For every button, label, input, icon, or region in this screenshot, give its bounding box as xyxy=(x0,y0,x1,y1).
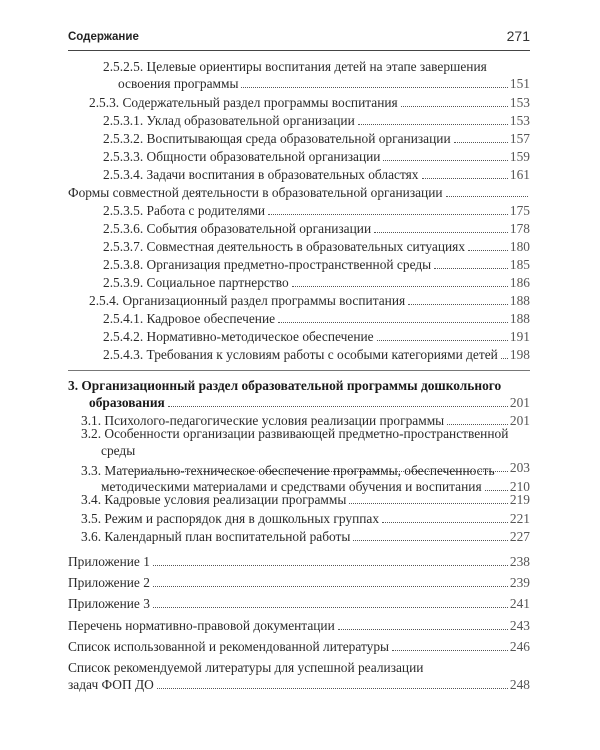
toc-page-number: 238 xyxy=(509,554,530,569)
toc-entry-text: 2.5.3. Содержательный раздел программы воспитания xyxy=(89,95,398,110)
toc-entry-text: Перечень нормативно-правовой документации xyxy=(68,618,335,633)
toc-entry[interactable] xyxy=(103,220,530,237)
toc-entry[interactable] xyxy=(103,346,530,363)
toc-page-number: 175 xyxy=(509,203,530,218)
toc-page-number: 198 xyxy=(509,347,530,362)
dot-leader xyxy=(501,357,508,359)
toc-entry-text: Приложение 1 xyxy=(68,554,150,569)
toc-page-number: 219 xyxy=(509,492,530,507)
dot-leader xyxy=(349,502,508,504)
toc-page-number: 178 xyxy=(509,221,530,236)
toc-page-number: 241 xyxy=(509,596,530,611)
toc-entry[interactable] xyxy=(103,238,530,255)
toc-entry[interactable] xyxy=(68,184,530,201)
dot-leader xyxy=(153,606,508,608)
dot-leader xyxy=(157,687,508,689)
toc-entry-text: 2.5.3.6. События образовательной организации xyxy=(103,221,372,236)
toc-entry[interactable] xyxy=(68,595,530,612)
toc-page-number: 239 xyxy=(509,575,530,590)
toc-entry[interactable] xyxy=(68,676,530,693)
toc-page-number: 201 xyxy=(509,395,530,410)
toc-page-number: 180 xyxy=(509,239,530,254)
dot-leader xyxy=(168,405,508,407)
toc-page-number: 201 xyxy=(509,413,530,428)
dot-leader xyxy=(434,267,508,269)
toc-entry-text: задач ФОП ДО xyxy=(68,677,154,692)
toc-entry-text: 3.6. Календарный план воспитательной работы xyxy=(81,529,351,544)
dot-leader xyxy=(353,539,508,541)
dot-leader xyxy=(383,159,507,161)
dot-leader xyxy=(454,141,508,143)
toc-entry-text: Список рекомендуемой литературы для успешной реализации xyxy=(68,660,424,675)
toc-entry[interactable] xyxy=(103,310,530,327)
toc-entry[interactable] xyxy=(89,292,530,309)
toc-entry-text: 2.5.3.5. Работа с родителями xyxy=(103,203,266,218)
toc-entry-text: 2.5.3.2. Воспитывающая среда образовательной организации xyxy=(103,131,451,146)
toc-section-entry[interactable] xyxy=(89,394,530,411)
toc-entry-text: 2.5.3.1. Уклад образовательной организации xyxy=(103,113,355,128)
toc-entry-text: Формы совместной деятельности в образовательной организации xyxy=(68,185,443,200)
toc-entry[interactable] xyxy=(103,328,530,345)
toc-entry-text: Список использованной и рекомендованной литературы xyxy=(68,639,390,654)
toc-page-number: 153 xyxy=(509,95,530,110)
toc-entry-text: среды xyxy=(101,443,136,458)
toc-page-number: 153 xyxy=(509,113,530,128)
toc-entry[interactable] xyxy=(103,274,530,291)
dot-leader xyxy=(338,628,508,630)
toc-entry-text: 3.4. Кадровые условия реализации программы xyxy=(81,492,347,507)
toc-entry-text: Приложение 3 xyxy=(68,596,150,611)
toc-page-number: 210 xyxy=(509,479,530,494)
toc-page-number: 203 xyxy=(509,460,530,475)
toc-page-number: 248 xyxy=(509,677,530,692)
toc-entry[interactable] xyxy=(103,148,530,165)
toc-page-number: 185 xyxy=(509,257,530,272)
toc-entry[interactable] xyxy=(103,256,530,273)
toc-entry[interactable] xyxy=(81,491,530,508)
toc-entry[interactable] xyxy=(103,112,530,129)
toc-entry-text: 2.5.4.1. Кадровое обеспечение xyxy=(103,311,276,326)
toc-page-number: 227 xyxy=(509,529,530,544)
toc-entry[interactable] xyxy=(68,574,530,591)
dot-leader xyxy=(377,339,508,341)
toc-entry-text: методическими материалами и средствами обучения и воспитания xyxy=(101,479,482,494)
toc-entry[interactable] xyxy=(68,638,530,655)
toc-page-number: 243 xyxy=(509,618,530,633)
toc-entry-text: 3.3. Материально-техническое обеспечение программы, обеспеченность xyxy=(81,463,495,478)
toc-entry-text: 2.5.4.3. Требования к условиям работы с особыми категориями детей xyxy=(103,347,498,362)
toc-entry-text: 2.5.3.4. Задачи воспитания в образовательных областях xyxy=(103,167,419,182)
toc-entry[interactable] xyxy=(68,617,530,634)
dot-leader xyxy=(374,231,508,233)
toc-page-number: 188 xyxy=(509,311,530,326)
toc-entry[interactable] xyxy=(103,130,530,147)
toc-entry-text: 2.5.3.8. Организация предметно-пространственной среды xyxy=(103,257,432,272)
toc-entry[interactable] xyxy=(103,202,530,219)
dot-leader xyxy=(401,105,508,107)
toc-section-title: 3. Организационный раздел образовательной программы дошкольного xyxy=(68,378,502,393)
toc-entry-text: 3.2. Особенности организации развивающей предметно-пространственной xyxy=(81,426,509,441)
dot-leader xyxy=(153,564,508,566)
dot-leader xyxy=(292,285,508,287)
dot-leader xyxy=(268,213,508,215)
toc-page-number: 188 xyxy=(509,293,530,308)
toc-entry-text: 2.5.3.9. Социальное партнерство xyxy=(103,275,289,290)
dot-leader xyxy=(153,585,508,587)
dot-leader xyxy=(468,249,508,251)
dot-leader xyxy=(358,123,508,125)
toc-page-number: 161 xyxy=(509,167,530,182)
toc-entry-text: 2.5.2.5. Целевые ориентиры воспитания детей на этапе завершения xyxy=(103,59,487,74)
dot-leader xyxy=(408,303,508,305)
toc-entry-text: 3.5. Режим и распорядок дня в дошкольных группах xyxy=(81,511,380,526)
toc-page-number: 221 xyxy=(509,511,530,526)
toc-entry[interactable] xyxy=(103,166,530,183)
toc-page-number: 157 xyxy=(509,131,530,146)
toc-section-title: образования xyxy=(89,395,165,410)
toc-entry-text: 2.5.3.7. Совместная деятельность в образовательных ситуациях xyxy=(103,239,466,254)
toc-entry-text: освоения программы xyxy=(118,76,239,91)
dot-leader xyxy=(278,321,508,323)
dot-leader xyxy=(422,177,508,179)
header-title: Содержание xyxy=(68,31,139,43)
toc-entry[interactable] xyxy=(118,75,530,92)
section-divider xyxy=(68,370,530,371)
dot-leader xyxy=(446,195,528,197)
toc-page-number: 246 xyxy=(509,639,530,654)
toc-entry[interactable] xyxy=(81,510,530,527)
toc-entry[interactable] xyxy=(81,528,530,545)
toc-entry-text: 3.1. Психолого-педагогические условия реализации программы xyxy=(81,413,445,428)
dot-leader xyxy=(382,521,508,523)
toc-entry-text: 2.5.3.3. Общности образовательной организации xyxy=(103,149,381,164)
toc-page-number: 186 xyxy=(509,275,530,290)
toc-page-number: 191 xyxy=(509,329,530,344)
toc-page-number: 159 xyxy=(509,149,530,164)
toc-entry-text: Приложение 2 xyxy=(68,575,150,590)
toc-entry[interactable] xyxy=(89,94,530,111)
dot-leader xyxy=(392,649,508,651)
toc-page-number: 151 xyxy=(509,76,530,91)
toc-entry[interactable] xyxy=(68,553,530,570)
toc-entry-text: 2.5.4. Организационный раздел программы воспитания xyxy=(89,293,406,308)
dot-leader xyxy=(241,86,507,88)
toc-entry-text: 2.5.4.2. Нормативно-методическое обеспечение xyxy=(103,329,374,344)
page-number: 271 xyxy=(506,28,530,44)
